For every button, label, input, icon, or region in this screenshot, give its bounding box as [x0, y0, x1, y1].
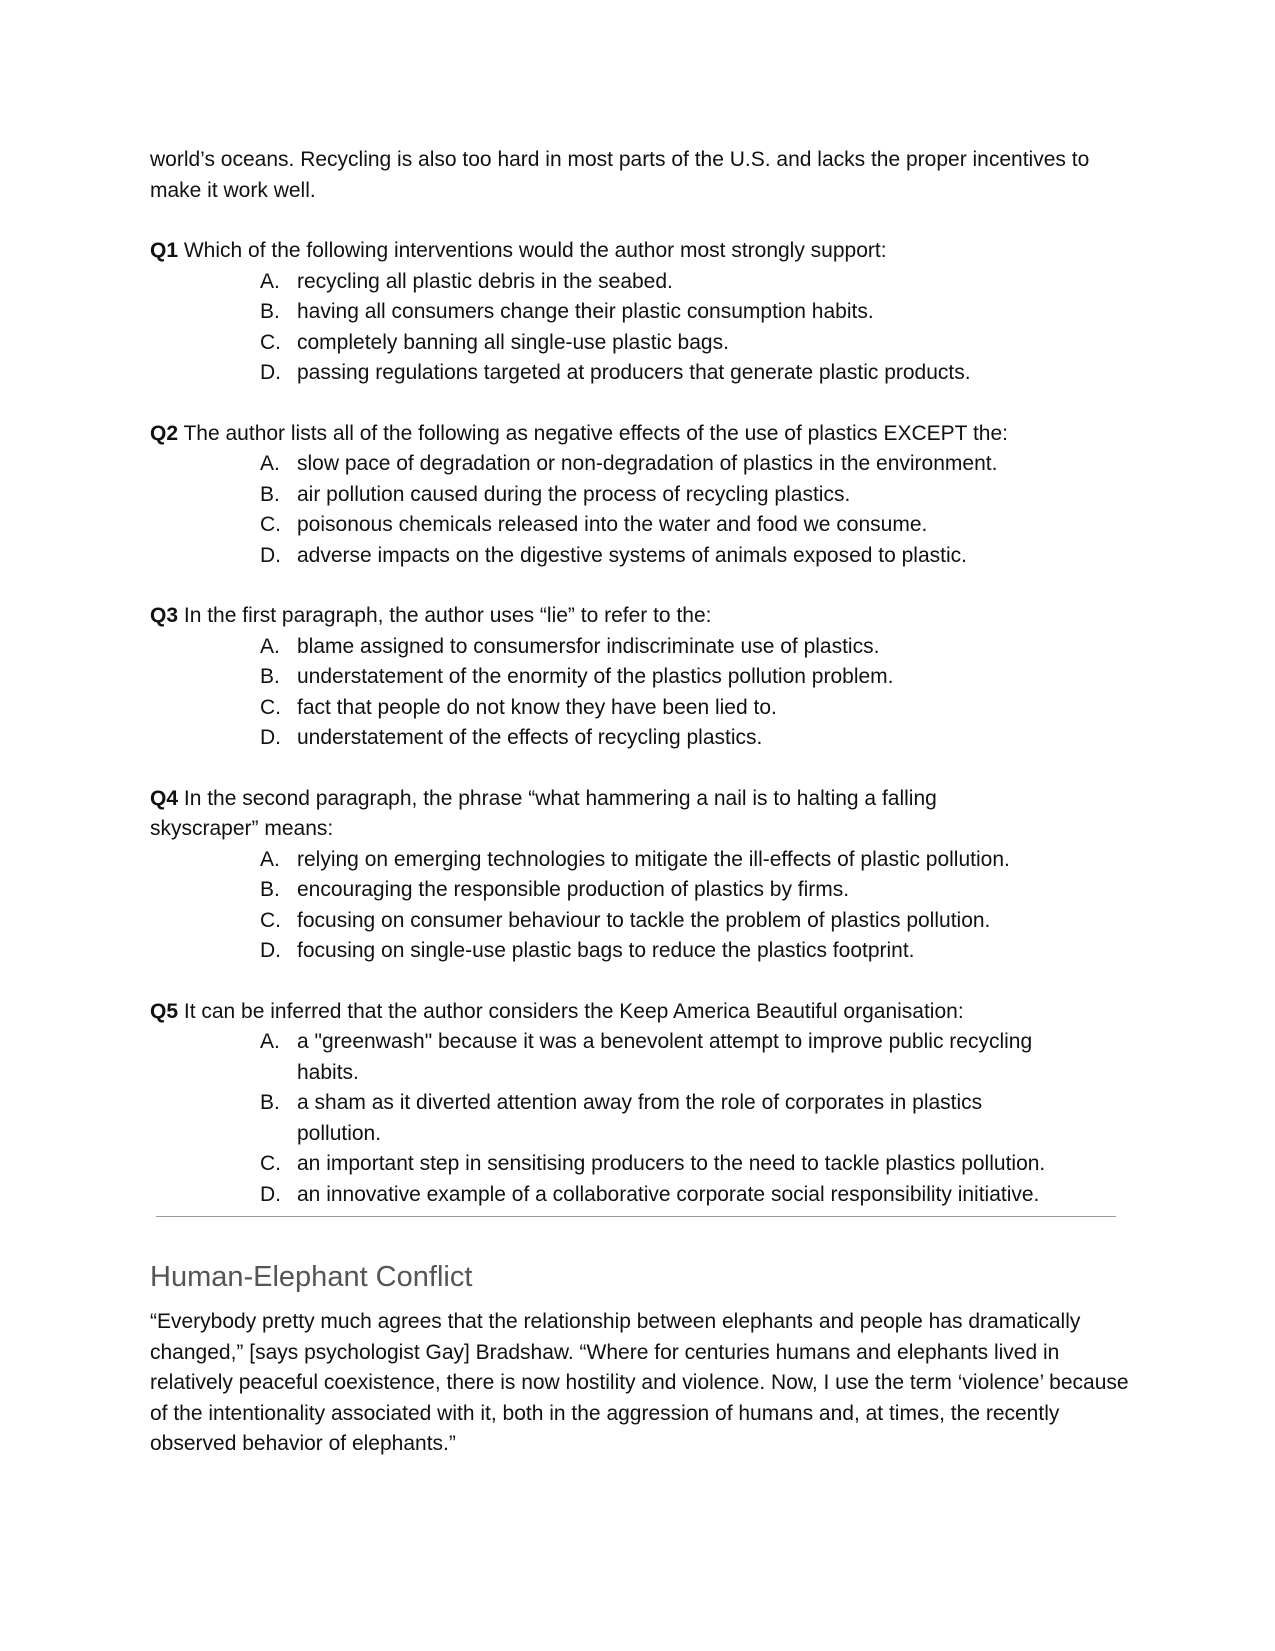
- document-page: [150, 145, 1130, 1460]
- question-text: The author lists all of the following as negative effects of the use of plastics EXCEPT the:: [183, 421, 1008, 445]
- question-number: Q2: [150, 421, 179, 445]
- option-text: completely banning all single-use plastic bags.: [297, 330, 729, 354]
- question-stem: [150, 997, 1130, 1028]
- question-number: Q3: [150, 604, 179, 627]
- option-letter: A.: [260, 847, 280, 871]
- option-text: an innovative example of a collaborative corporate social responsibility initiative.: [297, 1182, 1040, 1206]
- question-text: Which of the following interventions would the author most strongly support:: [183, 239, 887, 262]
- options-list: [150, 845, 1130, 967]
- option-letter: A.: [260, 1030, 280, 1053]
- option-letter: A.: [260, 452, 280, 475]
- option-letter: B.: [260, 482, 280, 506]
- option-text: adverse impacts on the digestive systems of animals exposed to plastic.: [297, 543, 967, 567]
- option-letter: C.: [260, 695, 281, 719]
- option-letter: B.: [260, 665, 280, 688]
- option-b: [260, 1088, 1130, 1149]
- question-q5: [150, 997, 1130, 1211]
- option-letter: B.: [260, 300, 280, 323]
- option-d: [260, 723, 1130, 754]
- option-d: [260, 936, 1130, 967]
- option-a: [260, 267, 1130, 298]
- question-q2: [150, 419, 1130, 572]
- option-text: understatement of the enormity of the plastics pollution problem.: [297, 665, 894, 688]
- option-letter: C.: [260, 1152, 281, 1175]
- option-text: blame assigned to consumersfor indiscriminate use of plastics.: [297, 634, 880, 658]
- option-text: an important step in sensitising producers to the need to tackle plastics pollution.: [297, 1152, 1046, 1175]
- option-text: understatement of the effects of recycling plastics.: [297, 726, 763, 749]
- option-letter: D.: [260, 361, 281, 384]
- question-number: Q5: [150, 999, 179, 1023]
- option-text: recycling all plastic debris in the seabed.: [297, 269, 673, 293]
- question-text: In the second paragraph, the phrase “what hammering a nail is to halting a falling skyscraper” means:: [150, 786, 937, 840]
- options-list: [150, 449, 1130, 571]
- option-b: [260, 480, 1130, 511]
- option-c: [260, 328, 1130, 359]
- option-text: slow pace of degradation or non-degradation of plastics in the environment.: [297, 452, 998, 475]
- option-d: [260, 541, 1130, 572]
- question-stem: [150, 419, 1130, 450]
- option-text: focusing on single-use plastic bags to reduce the plastics footprint.: [297, 939, 915, 962]
- option-a: [260, 1027, 1130, 1088]
- option-a: [260, 845, 1130, 876]
- option-letter: A.: [260, 269, 280, 293]
- option-d: [260, 1180, 1130, 1211]
- question-q1: [150, 236, 1130, 389]
- option-letter: A.: [260, 634, 280, 658]
- option-letter: D.: [260, 543, 281, 567]
- question-stem: [150, 236, 1130, 267]
- option-text: encouraging the responsible production of plastics by firms.: [297, 878, 850, 901]
- question-text: In the first paragraph, the author uses “lie” to refer to the:: [183, 604, 712, 627]
- options-list: [150, 632, 1130, 754]
- intro-paragraph: world’s oceans. Recycling is also too hard in most parts of the U.S. and lacks the proper incentives to make it work well.: [150, 148, 1090, 202]
- option-text: passing regulations targeted at producers that generate plastic products.: [297, 361, 971, 384]
- question-q4: [150, 784, 1130, 967]
- option-text: a sham as it diverted attention away from the role of corporates in plastics pollution.: [297, 1091, 983, 1145]
- section-paragraph: “Everybody pretty much agrees that the relationship between elephants and people has dramatically changed,” [says psychologist Gay] Bradshaw. “Where for centuries humans and elephants lived in relatively peaceful coexistence, there is now hostility and violence. Now, I use the term ‘violence’ because of the intentionality associated with it, both in the aggression of humans and, at times, the recently observed behavior of elephants.”: [150, 1310, 1129, 1455]
- option-a: [260, 632, 1130, 663]
- option-letter: C.: [260, 513, 281, 536]
- question-stem: [150, 601, 1130, 632]
- option-letter: B.: [260, 878, 280, 901]
- question-stem: [150, 784, 1010, 845]
- question-number: Q1: [150, 239, 179, 262]
- option-text: poisonous chemicals released into the water and food we consume.: [297, 513, 928, 536]
- option-b: [260, 875, 1130, 906]
- option-c: [260, 510, 1130, 541]
- option-text: having all consumers change their plastic consumption habits.: [297, 300, 874, 323]
- option-c: [260, 906, 1130, 937]
- question-number: Q4: [150, 786, 179, 810]
- option-letter: C.: [260, 908, 281, 932]
- option-d: [260, 358, 1130, 389]
- option-c: [260, 1149, 1130, 1180]
- option-text: relying on emerging technologies to mitigate the ill-effects of plastic pollution.: [297, 847, 1010, 871]
- option-b: [260, 662, 1130, 693]
- question-text: It can be inferred that the author considers the Keep America Beautiful organisation:: [183, 999, 964, 1023]
- option-letter: D.: [260, 1182, 281, 1206]
- options-list: [150, 1027, 1130, 1210]
- option-letter: D.: [260, 939, 281, 962]
- option-letter: D.: [260, 726, 281, 749]
- options-list: [150, 267, 1130, 389]
- option-letter: C.: [260, 330, 281, 354]
- option-text: fact that people do not know they have been lied to.: [297, 695, 777, 719]
- option-c: [260, 693, 1130, 724]
- option-text: air pollution caused during the process of recycling plastics.: [297, 482, 851, 506]
- option-b: [260, 297, 1130, 328]
- option-text: focusing on consumer behaviour to tackle the problem of plastics pollution.: [297, 908, 991, 932]
- option-a: [260, 449, 1130, 480]
- option-text: a "greenwash" because it was a benevolent attempt to improve public recycling habits.: [297, 1030, 1033, 1084]
- question-q3: [150, 601, 1130, 754]
- horizontal-divider: [156, 1216, 1116, 1217]
- section-heading: Human-Elephant Conflict: [150, 1261, 473, 1293]
- option-letter: B.: [260, 1091, 280, 1114]
